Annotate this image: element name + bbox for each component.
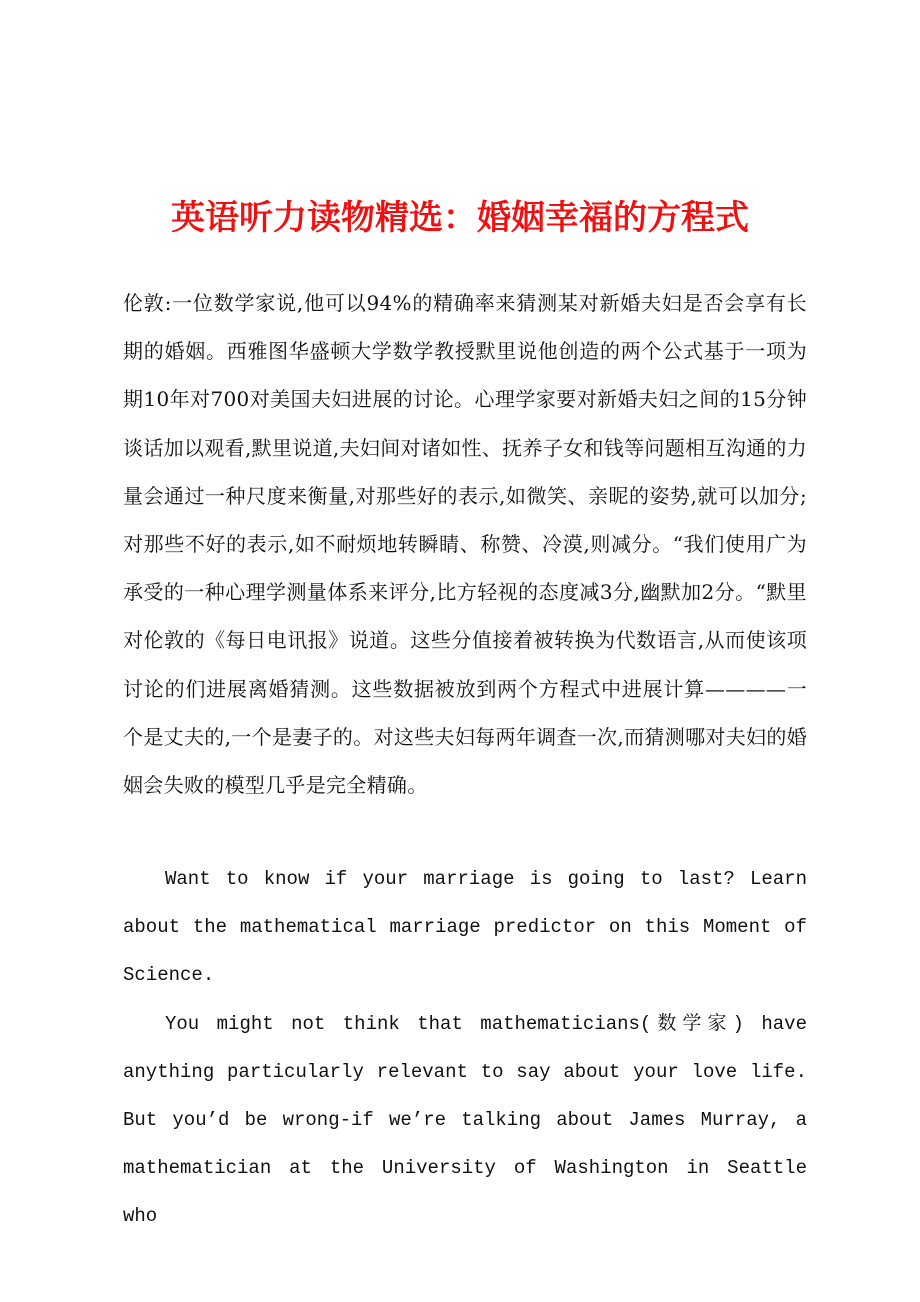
- english-section: [123, 855, 807, 1241]
- document-title: 英语听力读物精选：婚姻幸福的方程式: [171, 198, 749, 238]
- english-paragraph-1: Want to know if your marriage is going to last? Learn about the mathematical marriage predictor on this Moment of Science.: [123, 868, 807, 987]
- chinese-paragraph: 伦敦:一位数学家说,他可以94%的精确率来猜测某对新婚夫妇是否会享有长期的婚姻。西雅图华盛顿大学数学教授默里说他创造的两个公式基于一项为期10年对700对美国夫妇进展的讨论。心理学家要对新婚夫妇之间的15分钟谈话加以观看,默里说道,夫妇间对诸如性、抚养子女和钱等问题相互沟通的力量会通过一种尺度来衡量,对那些好的表示,如微笑、亲昵的姿势,就可以加分;对那些不好的表示,如不耐烦地转瞬睛、称赞、冷漠,则减分。“我们使用广为承受的一种心理学测量体系来评分,比方轻视的态度减3分,幽默加2分。“默里对伦敦的《每日电讯报》说道。这些分值接着被转换为代数语言,从而使该项讨论的们进展离婚猜测。这些数据被放到两个方程式中进展计算————一个是丈夫的,一个是妻子的。对这些夫妇每两年调查一次,而猜测哪对夫妇的婚姻会失败的模型几乎是完全精确。: [123, 291, 807, 798]
- english-paragraph-2: You might not think that mathematicians(数学家) have anything particularly relevant to say about your love life. But you’d be wrong-if we’re talking about James Murray, a mathematician at the University of Washington in Seattle who: [123, 1012, 807, 1228]
